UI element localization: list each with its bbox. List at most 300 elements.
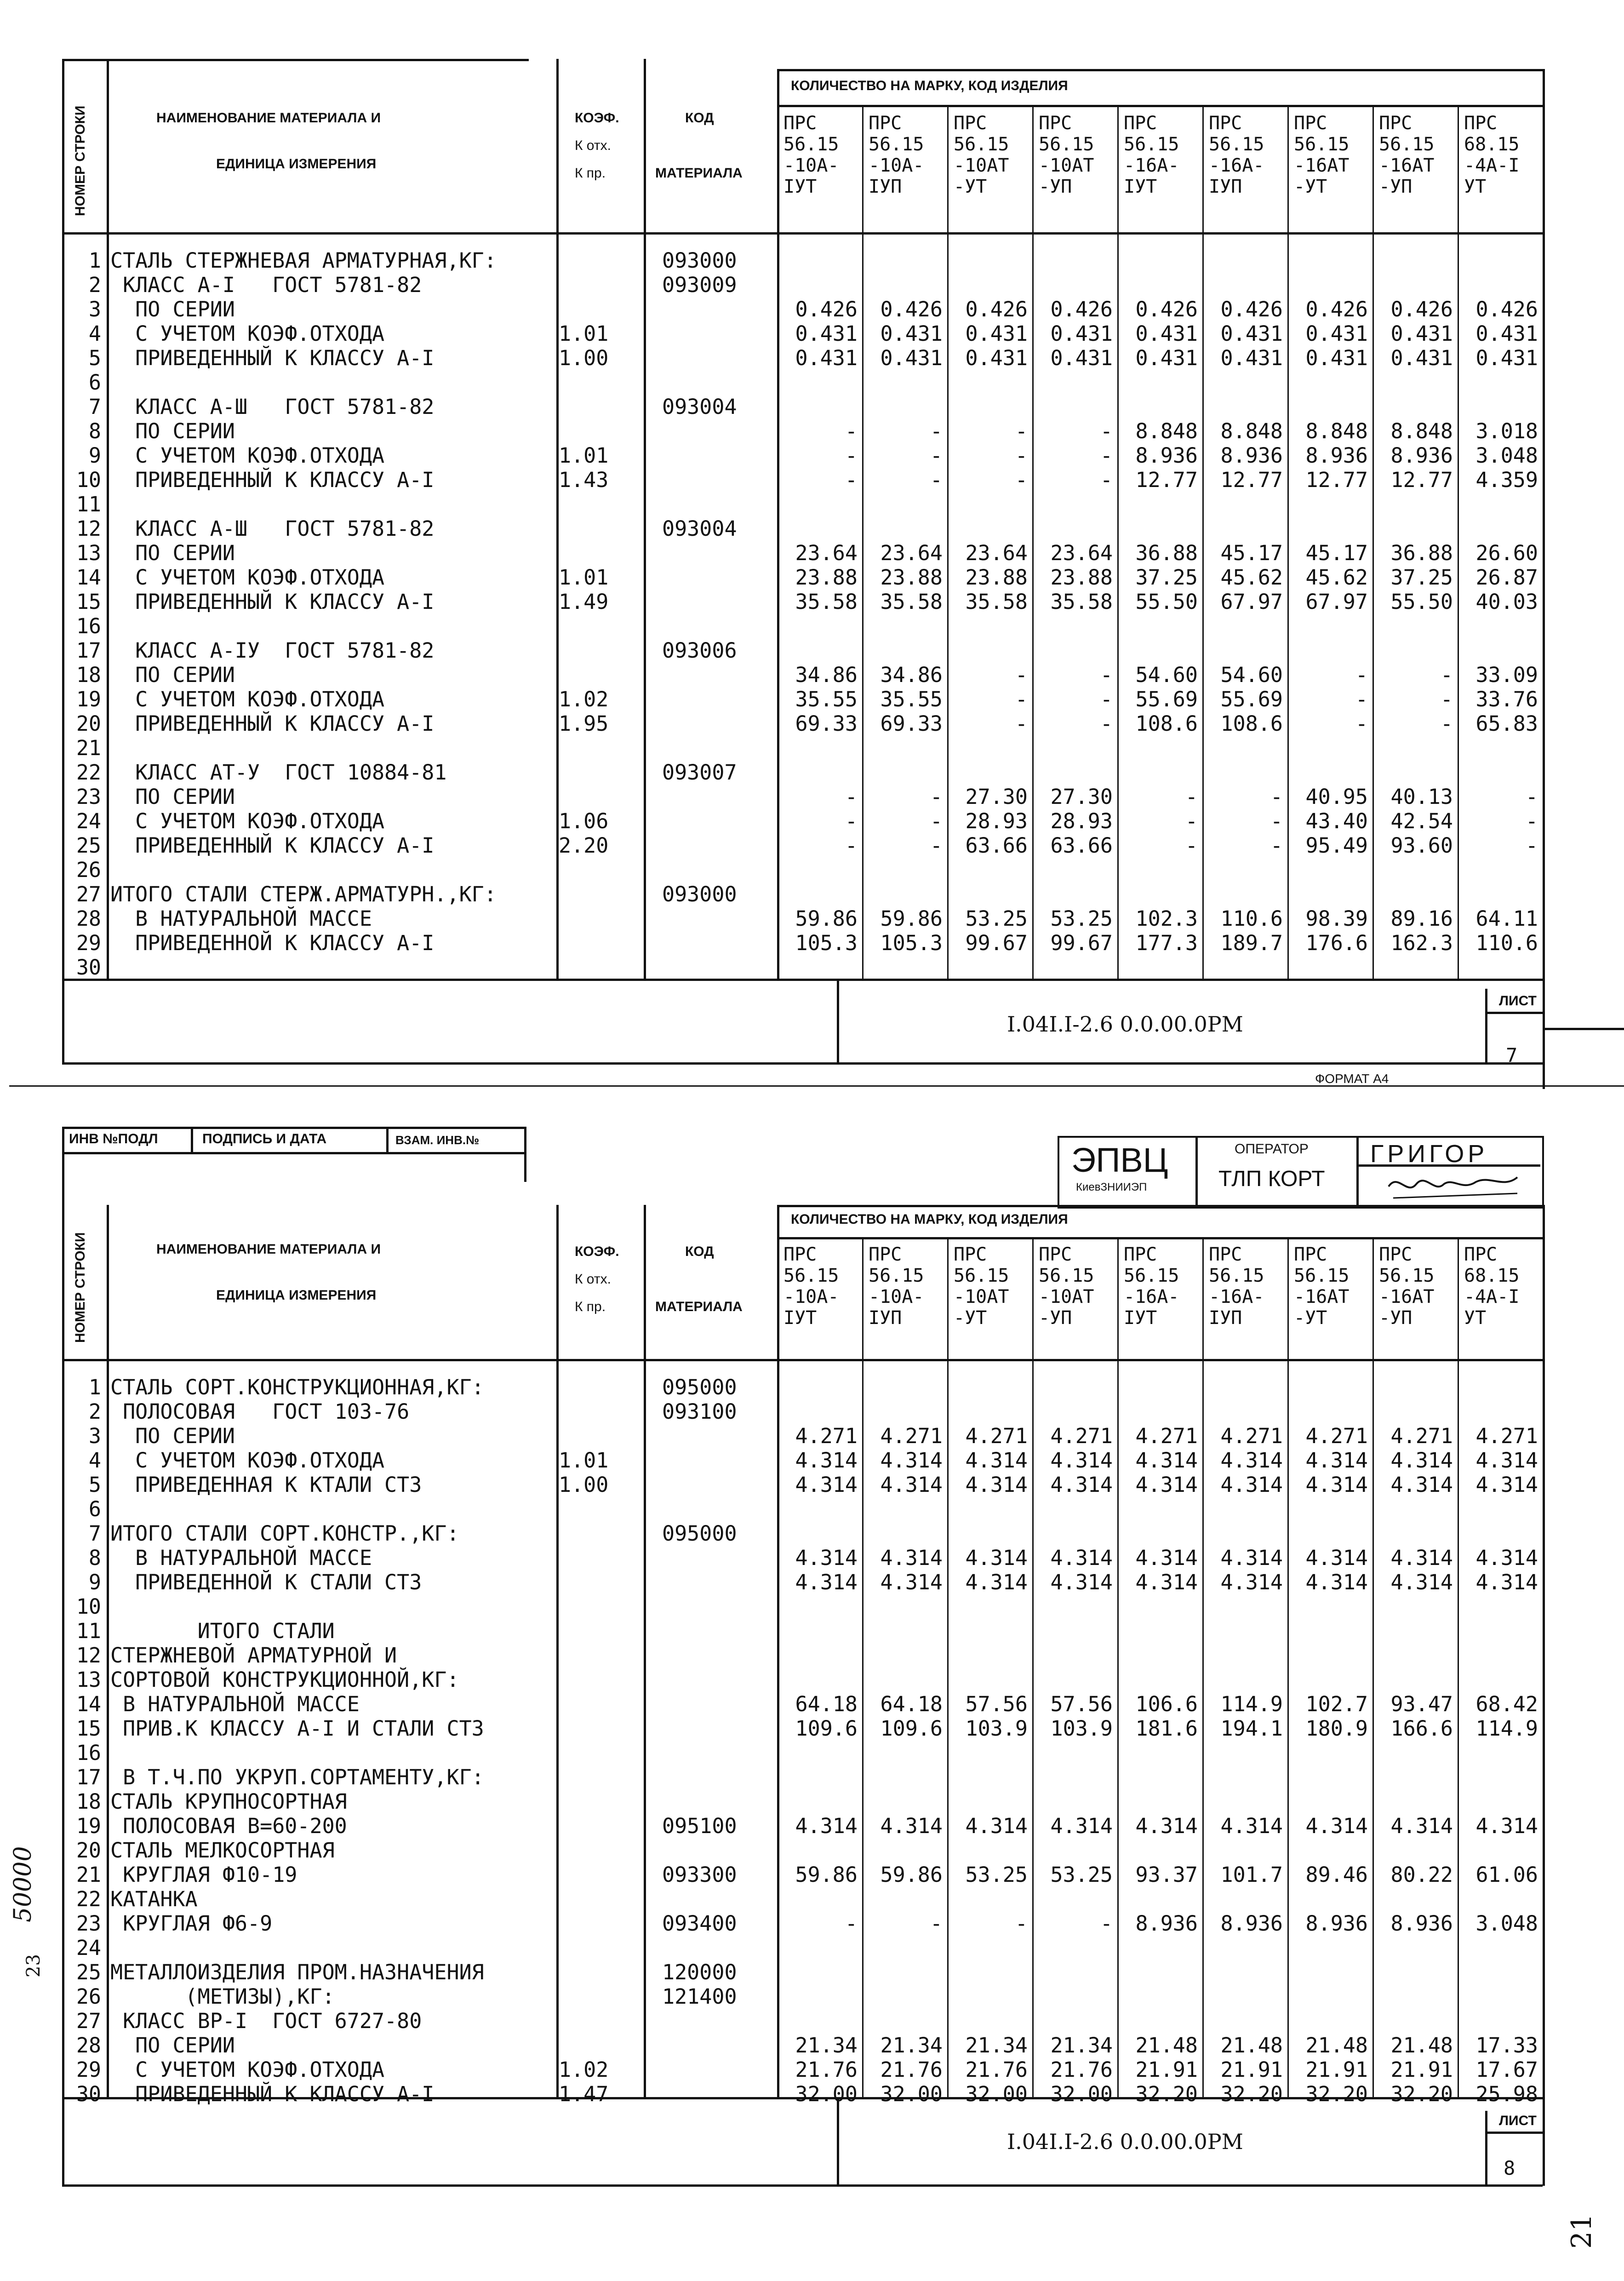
row-value: 21.91 — [1305, 2057, 1368, 2082]
row-value: - — [930, 809, 943, 833]
row-value: - — [845, 833, 858, 858]
row-value: 4.314 — [1475, 1448, 1538, 1473]
row-number: 11 — [76, 1619, 101, 1643]
column-divider — [1287, 1237, 1289, 2097]
row-value: 12.77 — [1220, 468, 1283, 492]
row-value: 4.271 — [1220, 1424, 1283, 1448]
top-product-4-line-3: -10АТ — [1039, 155, 1094, 176]
row-value: 93.60 — [1390, 833, 1453, 858]
row-value: 26.87 — [1475, 565, 1538, 590]
row-number: 24 — [76, 809, 101, 833]
row-coef: 1.01 — [559, 1448, 609, 1473]
row-number: 26 — [76, 858, 101, 882]
row-value: 40.03 — [1475, 590, 1538, 614]
bottom-product-4-line-3: -10АТ — [1039, 1286, 1094, 1307]
row-value: 25.98 — [1475, 2082, 1538, 2106]
row-value: 4.314 — [795, 1473, 858, 1497]
row-value: 109.6 — [880, 1716, 943, 1741]
k-pr-header-2: К пр. — [575, 1299, 606, 1314]
bottom-product-8-line-1: ПРС — [1379, 1244, 1412, 1265]
row-value: - — [1355, 711, 1368, 736]
bottom-product-7-line-2: 56.15 — [1294, 1265, 1350, 1286]
row-value: 34.86 — [795, 663, 858, 687]
row-value: 23.88 — [795, 565, 858, 590]
row-value: 101.7 — [1220, 1863, 1283, 1887]
row-value: 108.6 — [1220, 711, 1283, 736]
row-value: 35.58 — [880, 590, 943, 614]
row-number: 7 — [88, 1521, 101, 1546]
row-number: 24 — [76, 1936, 101, 1960]
row-value: 17.33 — [1475, 2033, 1538, 2057]
column-divider — [1202, 1237, 1204, 2097]
row-value: - — [1525, 809, 1538, 833]
row-name: С УЧЕТОМ КОЭФ.ОТХОДА — [110, 321, 385, 346]
row-value: 0.426 — [1220, 297, 1283, 321]
row-value: 53.25 — [965, 906, 1028, 931]
org-sub: КиевЗНИИЭП — [1076, 1181, 1147, 1193]
row-value: 21.76 — [965, 2057, 1028, 2082]
row-number: 16 — [76, 614, 101, 638]
row-value: 55.69 — [1220, 687, 1283, 711]
bottom-product-1-line-2: 56.15 — [783, 1265, 839, 1286]
top-product-6-line-2: 56.15 — [1209, 134, 1264, 155]
row-value: 0.431 — [1220, 321, 1283, 346]
row-value: 103.9 — [965, 1716, 1028, 1741]
bottom-product-3-line-2: 56.15 — [954, 1265, 1009, 1286]
row-name: С УЧЕТОМ КОЭФ.ОТХОДА — [110, 565, 385, 590]
operator-label: ОПЕРАТОР — [1235, 1141, 1309, 1157]
row-value: - — [1525, 833, 1538, 858]
row-value: 37.25 — [1135, 565, 1198, 590]
bottom-product-1-line-3: -10А- — [783, 1286, 839, 1307]
row-value: 95.49 — [1305, 833, 1368, 858]
row-value: 8.936 — [1220, 443, 1283, 468]
row-value: 21.48 — [1220, 2033, 1283, 2057]
row-code: 095000 — [662, 1521, 737, 1546]
coef-header: КОЭФ. — [575, 110, 619, 126]
row-value: 166.6 — [1390, 1716, 1453, 1741]
row-value: - — [930, 785, 943, 809]
code-header-2: МАТЕРИАЛА — [655, 166, 743, 181]
row-number: 1 — [88, 1375, 101, 1399]
row-value: 162.3 — [1390, 931, 1453, 955]
row-code: 093007 — [662, 760, 737, 785]
row-number: 7 — [88, 395, 101, 419]
row-value: 4.314 — [1390, 1814, 1453, 1838]
row-value: 67.97 — [1220, 590, 1283, 614]
row-value: 4.271 — [795, 1424, 858, 1448]
row-number: 26 — [76, 1984, 101, 2009]
column-divider — [1372, 1237, 1374, 2097]
row-value: 0.431 — [1050, 346, 1113, 370]
row-number: 12 — [76, 1643, 101, 1668]
row-value: 4.314 — [1050, 1814, 1113, 1838]
bottom-product-6-line-1: ПРС — [1209, 1244, 1242, 1265]
row-number: 10 — [76, 468, 101, 492]
name-header-line1-2: НАИМЕНОВАНИЕ МАТЕРИАЛА И — [156, 1242, 381, 1257]
row-value: 54.60 — [1220, 663, 1283, 687]
row-number: 8 — [88, 419, 101, 443]
sheet-bottom — [0, 1127, 1624, 2276]
row-number: 8 — [88, 1546, 101, 1570]
row-value: - — [930, 833, 943, 858]
row-code: 093400 — [662, 1911, 737, 1936]
row-name: СТАЛЬ КРУПНОСОРТНАЯ — [110, 1789, 347, 1814]
row-value: 4.314 — [1475, 1546, 1538, 1570]
top-product-2-line-1: ПРС — [869, 113, 902, 134]
row-value: - — [1015, 711, 1028, 736]
row-value: - — [930, 1911, 943, 1936]
row-value: 27.30 — [1050, 785, 1113, 809]
row-name: ПО СЕРИИ — [110, 1424, 235, 1448]
row-value: 21.48 — [1390, 2033, 1453, 2057]
row-value: - — [1100, 687, 1113, 711]
row-value: 0.431 — [795, 321, 858, 346]
row-number: 3 — [88, 1424, 101, 1448]
row-value: 4.314 — [1135, 1570, 1198, 1594]
row-name: ПРИВЕДЕННЫЙ К КЛАССУ А-I — [110, 2082, 435, 2106]
bottom-product-1-line-1: ПРС — [783, 1244, 817, 1265]
row-value: 59.86 — [795, 1863, 858, 1887]
row-name: (МЕТИЗЫ),КГ: — [110, 1984, 335, 2009]
row-value: 4.314 — [795, 1546, 858, 1570]
row-name: С УЧЕТОМ КОЭФ.ОТХОДА — [110, 443, 385, 468]
bottom-product-5-line-1: ПРС — [1124, 1244, 1157, 1265]
row-value: 17.67 — [1475, 2057, 1538, 2082]
row-value: 4.271 — [1390, 1424, 1453, 1448]
row-name: КАТАНКА — [110, 1887, 198, 1911]
row-value: 0.431 — [795, 346, 858, 370]
row-name: В Т.Ч.ПО УКРУП.СОРТАМЕНТУ,КГ: — [110, 1765, 484, 1789]
row-name: ИТОГО СТАЛИ СОРТ.КОНСТР.,КГ: — [110, 1521, 459, 1546]
row-code: 120000 — [662, 1960, 737, 1984]
row-value: 4.314 — [880, 1473, 943, 1497]
row-value: - — [1270, 833, 1283, 858]
row-value: 106.6 — [1135, 1692, 1198, 1716]
row-value: - — [845, 468, 858, 492]
bottom-product-2-line-4: IУП — [869, 1307, 902, 1329]
row-value: 176.6 — [1305, 931, 1368, 955]
k-pr-header: К пр. — [575, 166, 606, 181]
row-value: 65.83 — [1475, 711, 1538, 736]
row-value: - — [1270, 785, 1283, 809]
row-value: 4.314 — [795, 1448, 858, 1473]
row-value: 103.9 — [1050, 1716, 1113, 1741]
k-otx-header: К отх. — [575, 138, 611, 153]
row-value: 8.936 — [1305, 1911, 1368, 1936]
row-value: 35.58 — [1050, 590, 1113, 614]
row-value: 102.7 — [1305, 1692, 1368, 1716]
row-number: 2 — [88, 273, 101, 297]
row-value: 57.56 — [965, 1692, 1028, 1716]
row-number: 17 — [76, 638, 101, 663]
row-value: 4.314 — [965, 1546, 1028, 1570]
row-value: 4.314 — [1135, 1546, 1198, 1570]
bottom-product-4-line-2: 56.15 — [1039, 1265, 1094, 1286]
row-name: ПОЛОСОВАЯ В=60-200 — [110, 1814, 347, 1838]
row-value: 35.55 — [880, 687, 943, 711]
row-name: ИТОГО СТАЛИ СТЕРЖ.АРМАТУРН.,КГ: — [110, 882, 497, 906]
row-value: 0.431 — [1305, 321, 1368, 346]
row-value: 37.25 — [1390, 565, 1453, 590]
row-value: 4.314 — [1305, 1814, 1368, 1838]
row-number: 4 — [88, 1448, 101, 1473]
row-value: - — [1100, 443, 1113, 468]
row-name: ПО СЕРИИ — [110, 663, 235, 687]
quantity-header: КОЛИЧЕСТВО НА МАРКУ, КОД ИЗДЕЛИЯ — [791, 78, 1068, 93]
row-value: 32.00 — [965, 2082, 1028, 2106]
row-value: - — [1015, 687, 1028, 711]
row-name: ПРИВЕДЕННОЙ К КЛАССУ А-I — [110, 931, 435, 955]
top-product-9-line-2: 68.15 — [1464, 134, 1520, 155]
k-otx-header-2: К отх. — [575, 1272, 611, 1287]
top-product-8-line-4: -УП — [1379, 176, 1412, 197]
top-product-8-line-2: 56.15 — [1379, 134, 1435, 155]
row-value: 0.426 — [1475, 297, 1538, 321]
row-value: 181.6 — [1135, 1716, 1198, 1741]
bottom-product-3-line-3: -10АТ — [954, 1286, 1009, 1307]
row-coef: 1.06 — [559, 809, 609, 833]
row-value: 12.77 — [1135, 468, 1198, 492]
row-number: 13 — [76, 541, 101, 565]
row-value: 12.77 — [1305, 468, 1368, 492]
row-value: 33.09 — [1475, 663, 1538, 687]
name-header-line1: НАИМЕНОВАНИЕ МАТЕРИАЛА И — [156, 110, 381, 126]
row-value: 21.91 — [1220, 2057, 1283, 2082]
row-code: 095100 — [662, 1814, 737, 1838]
row-value: 4.271 — [880, 1424, 943, 1448]
row-code: 093000 — [662, 248, 737, 273]
bottom-product-1-line-4: IУТ — [783, 1307, 817, 1329]
row-number: 9 — [88, 443, 101, 468]
row-value: 98.39 — [1305, 906, 1368, 931]
row-number: 29 — [76, 931, 101, 955]
top-product-3-line-3: -10АТ — [954, 155, 1009, 176]
row-value: - — [930, 468, 943, 492]
row-value: 55.50 — [1135, 590, 1198, 614]
row-value: 3.018 — [1475, 419, 1538, 443]
row-value: 89.16 — [1390, 906, 1453, 931]
row-value: 23.64 — [880, 541, 943, 565]
top-product-3-line-2: 56.15 — [954, 134, 1009, 155]
row-value: 4.314 — [1475, 1814, 1538, 1838]
bottom-product-6-line-2: 56.15 — [1209, 1265, 1264, 1286]
row-value: 40.13 — [1390, 785, 1453, 809]
row-value: 67.97 — [1305, 590, 1368, 614]
column-divider — [947, 1237, 949, 2097]
bottom-product-8-line-2: 56.15 — [1379, 1265, 1435, 1286]
row-value: 4.314 — [1475, 1570, 1538, 1594]
row-value: 45.62 — [1305, 565, 1368, 590]
row-number: 5 — [88, 346, 101, 370]
top-product-5-line-4: IУТ — [1124, 176, 1157, 197]
row-name: СТАЛЬ МЕЛКОСОРТНАЯ — [110, 1838, 335, 1863]
top-product-4-line-2: 56.15 — [1039, 134, 1094, 155]
row-value: 0.431 — [1390, 321, 1453, 346]
top-product-7-line-4: -УТ — [1294, 176, 1327, 197]
row-value: 108.6 — [1135, 711, 1198, 736]
row-value: - — [1525, 785, 1538, 809]
row-name: ПРИВЕДЕННЫЙ К КЛАССУ А-I — [110, 346, 435, 370]
row-code: 093009 — [662, 273, 737, 297]
row-value: - — [1015, 443, 1028, 468]
row-value: 63.66 — [1050, 833, 1113, 858]
row-value: 53.25 — [1050, 906, 1113, 931]
row-number: 3 — [88, 297, 101, 321]
row-name: ПРИВЕДЕННЫЙ К КЛАССУ А-I — [110, 711, 435, 736]
row-value: 4.314 — [1220, 1570, 1283, 1594]
row-value: - — [1185, 809, 1198, 833]
row-number: 11 — [76, 492, 101, 516]
bottom-product-2-line-1: ПРС — [869, 1244, 902, 1265]
row-value: 54.60 — [1135, 663, 1198, 687]
document-code-2: I.04I.I-2.6 0.0.00.0РМ — [1007, 2129, 1243, 2154]
row-value: - — [1100, 711, 1113, 736]
row-value: - — [845, 1911, 858, 1936]
row-value: 110.6 — [1220, 906, 1283, 931]
row-name: КЛАСС АТ-У ГОСТ 10884-81 — [110, 760, 447, 785]
row-value: 4.314 — [880, 1448, 943, 1473]
row-number: 19 — [76, 687, 101, 711]
row-number: 23 — [76, 785, 101, 809]
column-divider — [1032, 1237, 1034, 2097]
row-value: 69.33 — [880, 711, 943, 736]
bottom-product-7-line-1: ПРС — [1294, 1244, 1327, 1265]
column-divider — [1117, 1237, 1119, 2097]
row-name: ПО СЕРИИ — [110, 297, 235, 321]
bottom-product-4-line-1: ПРС — [1039, 1244, 1072, 1265]
row-number-header-2: НОМЕР СТРОКИ — [73, 1232, 88, 1343]
sheet-number-2: 8 — [1504, 2157, 1515, 2179]
top-product-1-line-2: 56.15 — [783, 134, 839, 155]
row-value: 0.431 — [1305, 346, 1368, 370]
row-value: 110.6 — [1475, 931, 1538, 955]
row-coef: 1.95 — [559, 711, 609, 736]
row-value: 4.314 — [1135, 1473, 1198, 1497]
bottom-product-3-line-1: ПРС — [954, 1244, 987, 1265]
row-value: 21.34 — [795, 2033, 858, 2057]
row-value: - — [1015, 468, 1028, 492]
row-value: 0.431 — [1220, 346, 1283, 370]
row-name: С УЧЕТОМ КОЭФ.ОТХОДА — [110, 2057, 385, 2082]
row-name: ПО СЕРИИ — [110, 2033, 235, 2057]
row-value: 0.431 — [1390, 346, 1453, 370]
row-value: 4.314 — [1050, 1546, 1113, 1570]
row-value: 21.34 — [880, 2033, 943, 2057]
row-value: 4.314 — [1050, 1448, 1113, 1473]
row-value: 21.91 — [1390, 2057, 1453, 2082]
row-name: В НАТУРАЛЬНОЙ МАССЕ — [110, 1546, 372, 1570]
stamp-vzam: ВЗАМ. ИНВ.№ — [395, 1133, 480, 1147]
row-value: - — [1355, 663, 1368, 687]
row-value: 53.25 — [1050, 1863, 1113, 1887]
row-value: 0.426 — [1390, 297, 1453, 321]
row-name: С УЧЕТОМ КОЭФ.ОТХОДА — [110, 687, 385, 711]
bottom-product-6-line-3: -16А- — [1209, 1286, 1264, 1307]
row-name: ПО СЕРИИ — [110, 785, 235, 809]
top-product-1-line-3: -10А- — [783, 155, 839, 176]
row-value: 59.86 — [880, 906, 943, 931]
top-product-7-line-2: 56.15 — [1294, 134, 1350, 155]
row-value: 28.93 — [1050, 809, 1113, 833]
row-value: 4.314 — [965, 1570, 1028, 1594]
row-value: 55.50 — [1390, 590, 1453, 614]
row-value: 80.22 — [1390, 1863, 1453, 1887]
row-value: 21.76 — [1050, 2057, 1113, 2082]
row-name: КЛАСС А-IУ ГОСТ 5781-82 — [110, 638, 435, 663]
row-value: 0.431 — [1135, 346, 1198, 370]
row-coef: 1.00 — [559, 346, 609, 370]
row-value: 180.9 — [1305, 1716, 1368, 1741]
top-product-8-line-1: ПРС — [1379, 113, 1412, 134]
row-value: 4.314 — [1475, 1473, 1538, 1497]
row-number: 14 — [76, 565, 101, 590]
bottom-product-5-line-2: 56.15 — [1124, 1265, 1179, 1286]
row-value: 0.431 — [880, 346, 943, 370]
row-value: 21.34 — [965, 2033, 1028, 2057]
format-label: ФОРМАТ А4 — [1315, 1072, 1389, 1086]
row-code: 121400 — [662, 1984, 737, 2009]
row-value: 4.314 — [1390, 1546, 1453, 1570]
row-value: 99.67 — [1050, 931, 1113, 955]
row-value: - — [1015, 663, 1028, 687]
row-value: 114.9 — [1475, 1716, 1538, 1741]
row-name: КРУГЛАЯ Ф10-19 — [110, 1863, 297, 1887]
row-value: 53.25 — [965, 1863, 1028, 1887]
row-value: 55.69 — [1135, 687, 1198, 711]
row-value: 43.40 — [1305, 809, 1368, 833]
row-value: 0.431 — [1050, 321, 1113, 346]
row-number: 30 — [76, 2082, 101, 2106]
row-value: 28.93 — [965, 809, 1028, 833]
row-name: СТАЛЬ СТЕРЖНЕВАЯ АРМАТУРНАЯ,КГ: — [110, 248, 497, 273]
row-value: - — [1185, 785, 1198, 809]
row-number: 19 — [76, 1814, 101, 1838]
document-code: I.04I.I-2.6 0.0.00.0РМ — [1007, 1012, 1243, 1037]
row-name: ПРИВЕДЕННАЯ К КТАЛИ СТЗ — [110, 1473, 422, 1497]
sheet-label-2: ЛИСТ — [1499, 2113, 1537, 2128]
row-number: 20 — [76, 1838, 101, 1863]
top-product-9-line-4: УТ — [1464, 176, 1487, 197]
row-value: 8.848 — [1220, 419, 1283, 443]
row-value: 4.314 — [965, 1448, 1028, 1473]
row-value: 32.00 — [795, 2082, 858, 2106]
row-number: 22 — [76, 1887, 101, 1911]
row-name: С УЧЕТОМ КОЭФ.ОТХОДА — [110, 1448, 385, 1473]
top-product-9-line-1: ПРС — [1464, 113, 1498, 134]
code-header-4: МАТЕРИАЛА — [655, 1299, 743, 1314]
row-value: 64.11 — [1475, 906, 1538, 931]
row-number: 27 — [76, 2009, 101, 2033]
row-number: 21 — [76, 1863, 101, 1887]
bottom-product-9-line-3: -4А-I — [1464, 1286, 1520, 1307]
bottom-product-9-line-1: ПРС — [1464, 1244, 1498, 1265]
row-value: 4.314 — [1305, 1570, 1368, 1594]
bottom-product-5-line-3: -16А- — [1124, 1286, 1179, 1307]
row-coef: 1.01 — [559, 565, 609, 590]
row-value: 23.64 — [965, 541, 1028, 565]
row-value: 0.426 — [1050, 297, 1113, 321]
row-code: 093000 — [662, 882, 737, 906]
row-number: 30 — [76, 955, 101, 980]
row-value: 4.314 — [1050, 1473, 1113, 1497]
top-product-2-line-4: IУП — [869, 176, 902, 197]
top-product-5-line-1: ПРС — [1124, 113, 1157, 134]
row-name: КЛАСС А-I ГОСТ 5781-82 — [110, 273, 422, 297]
row-number: 15 — [76, 590, 101, 614]
row-name: КРУГЛАЯ Ф6-9 — [110, 1911, 273, 1936]
bottom-product-4-line-4: -УП — [1039, 1307, 1072, 1329]
